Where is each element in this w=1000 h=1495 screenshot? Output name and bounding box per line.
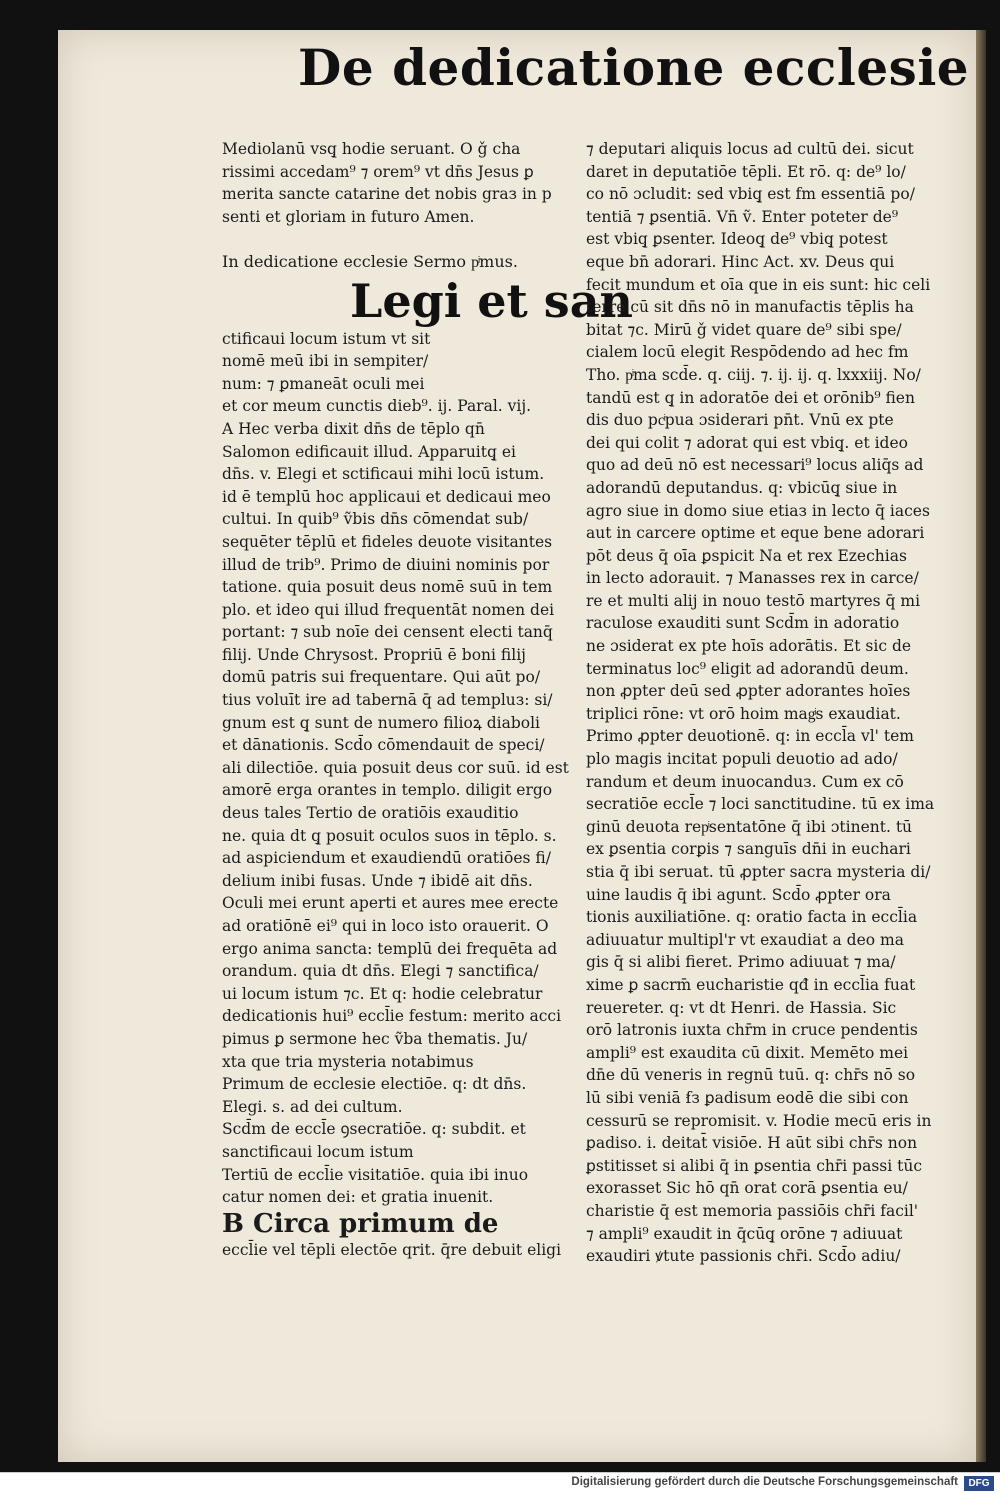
text-line: A Hec verba dixit dn̄s de tēplo qn̄ bbox=[222, 419, 485, 438]
text-line: randum et deum inuocanduз. Cum ex cō bbox=[586, 772, 904, 791]
text-line: co nō ɔcludit: sed vbiq̧ est fm essentiā po/ bbox=[586, 185, 915, 204]
text-line: ne ɔsiderat ex pte hoīs adorātis. Et sic de bbox=[586, 637, 912, 656]
text-line: tius voluīt ire ad tabernā q̄ ad templuз: si/ bbox=[222, 691, 553, 710]
text-line: eccl̄ie vel tēpli electōe qrit. q̄re debuit eligi bbox=[222, 1240, 562, 1259]
text-line: raculose exauditi sunt Scd̄m in adoratio bbox=[586, 614, 900, 633]
text-line: catur nomen dei: et gratia inuenit. bbox=[222, 1188, 494, 1207]
right-column bbox=[586, 138, 952, 1268]
text-line: fecit mundum et oīa que in eis sunt: hic celi bbox=[586, 275, 931, 294]
text-line: re et multi alij in nouo testō martyres q̄ mi bbox=[586, 591, 921, 610]
text-line: uine laudis q̄ ibi agunt. Scd̄o ꝓpter ora bbox=[586, 885, 891, 904]
text-line: senti et gloriam in futuro Amen. bbox=[222, 207, 475, 226]
text-line: in lecto adorauit. ⁊ Manasses rex in carce/ bbox=[586, 569, 919, 588]
footer-credit: Digitalisierung gefördert durch die Deutsche Forschungsgemeinschaft bbox=[571, 1476, 958, 1488]
text-line: delium inibi fusas. Unde ⁊ ibidē ait dn̄s. bbox=[222, 871, 533, 890]
text-line: sanctificaui locum istum bbox=[222, 1142, 414, 1161]
text-line: triplici rōne: vt orō hoim magͥs exaudiat. bbox=[586, 704, 901, 723]
text-line: filij. Unde Chrysost. Propriū ē boni filij bbox=[222, 645, 526, 664]
text-line: ex ꝑsentia corꝑis ⁊ sanguīs dn̄i in euchari bbox=[586, 840, 911, 859]
text-line: sequēter tēplū et fideles deuote visitantes bbox=[222, 532, 553, 551]
text-line: ali dilectiōe. quia posuit deus cor suū. id est bbox=[222, 758, 569, 777]
text-line: ampli⁹ est exaudita cū dixit. Memēto mei bbox=[586, 1043, 909, 1062]
text-line: ad aspiciendum et exaudiendū oratiōes fi/ bbox=[222, 849, 551, 868]
text-line: Elegi. s. ad dei cultum. bbox=[222, 1097, 403, 1116]
footer-bar bbox=[0, 1472, 1000, 1495]
text-line: cultui. In quib⁹ ṽbis dn̄s cōmendat sub/ bbox=[222, 510, 529, 529]
text-line: amorē erga orantes in templo. diligit ergo bbox=[222, 781, 553, 800]
text-line: ergo anima sancta: templū dei frequēta ad bbox=[222, 939, 558, 958]
text-line: dis duo pcͥpua ɔsiderari pn̄t. Vnū ex pte bbox=[586, 411, 894, 430]
text-line: ginū deuota repͥsentatōne q̄ ibi ɔtinent. tū bbox=[586, 817, 913, 836]
text-line: domū patris sui frequentare. Qui aūt po/ bbox=[222, 668, 541, 687]
text-line: charistie q̄ est memoria passiōis chr̄i facil' bbox=[586, 1201, 919, 1220]
text-line: secratiōe eccl̄e ⁊ loci sanctitudine. tū ex ima bbox=[586, 795, 935, 814]
text-line: eque bn̄ adorari. Hinc Act. xv. Deus qui bbox=[586, 252, 895, 271]
text-line: daret in deputatiōe tēpli. Et rō. q: de⁹ lo/ bbox=[586, 162, 906, 181]
text-line: terre cū sit dn̄s nō in manufactis tēplis ha bbox=[586, 298, 914, 317]
text-line: bitat ⁊c. Mirū ǧ videt quare de⁹ sibi spe/ bbox=[586, 320, 902, 339]
text-line: orō latronis iuxta chr̄m in cruce pendentis bbox=[586, 1021, 918, 1040]
text-line: gnum est q̧ sunt de numero filioꝝ diaboli bbox=[222, 713, 541, 732]
text-line bbox=[222, 228, 582, 251]
text-line: exorasset Sic hō qn̄ orat corā ꝑsentia eu/ bbox=[586, 1179, 908, 1198]
text-line: ꝑadiso. i. deitat̄ visiōe. H aūt sibi chr̄s non bbox=[586, 1134, 918, 1153]
text-line: terminatus loc⁹ eligit ad adorandū deum. bbox=[586, 659, 909, 678]
text-line: plo magis incitat populi deuotio ad ado/ bbox=[586, 750, 898, 769]
text-line: cialem locū elegit Respōdendo ad hec fm bbox=[586, 343, 909, 362]
text-line: Scd̄m de eccl̄e ꝯsecratiōe. q: subdit. et bbox=[222, 1120, 526, 1139]
text-line: Primum de ecclesie electiōe. q: dt dn̄s. bbox=[222, 1075, 527, 1094]
text-line: tatione. quia posuit deus nomē suū in tem bbox=[222, 578, 553, 597]
text-line: et dānationis. Scd̄o cōmendauit de speci/ bbox=[222, 736, 545, 755]
text-line: adiuuatur multipl'r vt exaudiat a deo ma bbox=[586, 930, 904, 949]
text-line: id ē templū hoc applicaui et dedicaui meo bbox=[222, 487, 551, 506]
text-line: tionis auxiliatiōne. q: oratio facta in eccl̄ia bbox=[586, 908, 918, 927]
text-line: reuereter. q: vt dt Henri. de Hassia. Sic bbox=[586, 998, 897, 1017]
text-line: B Circa primum de bbox=[222, 1208, 499, 1239]
text-line: Mediolanū vsq̧ hodie seruant. O ǧ cha bbox=[222, 140, 521, 158]
text-line: illud de trib⁹. Primo de diuini nominis por bbox=[222, 555, 550, 574]
text-line: xta que tria mysteria notabimus bbox=[222, 1052, 474, 1071]
text-line: ad oratiōnē ei⁹ qui in loco isto orauerit. O bbox=[222, 917, 549, 935]
text-line: Oculi mei erunt aperti et aures mee erecte bbox=[222, 894, 559, 913]
text-line: deus tales Tertio de oratiōis exauditio bbox=[222, 804, 519, 823]
text-line: lū sibi veniā ẜз ꝑadisum eodē die sibi con bbox=[586, 1088, 909, 1107]
text-line: quo ad deū nō est necessari⁹ locus aliq̄s ad bbox=[586, 456, 924, 475]
text-line: stia q̄ ibi seruat. tū ꝓpter sacra mysteria di/ bbox=[586, 863, 931, 881]
text-line: plo. et ideo qui illud frequentāt nomen dei bbox=[222, 600, 555, 619]
text-line: rissimi accedam⁹ ⁊ orem⁹ vt dn̄s Jesus ꝑ bbox=[222, 162, 534, 181]
text-line: ui locum istum ⁊c. Et q: hodie celebratur bbox=[222, 984, 543, 1003]
text-line: portant: ⁊ sub noīe dei censent electi tanq̄ bbox=[222, 623, 553, 642]
text-line: ꝑstitisset si alibi q̄ in ꝑsentia chr̄i passi tūc bbox=[586, 1156, 923, 1175]
text-line: gis q̄ si alibi fieret. Primo adiuuat ⁊ ma/ bbox=[586, 953, 896, 972]
text-line: et cor meum cunctis dieb⁹. ij. Paral. vij. bbox=[222, 397, 532, 416]
text-line: Legi et san bbox=[350, 273, 633, 328]
text-line: ⁊ deputari aliquis locus ad cultū dei. sicut bbox=[586, 140, 914, 158]
text-line: Primo ꝓpter deuotionē. q: in eccl̄a vl' tem bbox=[586, 727, 914, 746]
text-line: exaudiri ꝟtute passionis chr̄i. Scd̄o adiu/ bbox=[586, 1247, 901, 1266]
text-line: tandū est q̧ in adoratōe dei et orōnib⁹ fien bbox=[586, 388, 915, 407]
text-line: pimus ꝑ sermone hec ṽba thematis. Ju/ bbox=[222, 1029, 528, 1048]
text-line: num: ⁊ ꝑmaneāt oculi mei bbox=[222, 374, 425, 393]
text-line: est vbiq̧ ꝑsenter. Ideoq̧ de⁹ vbiq̧ potest bbox=[586, 230, 888, 249]
left-column bbox=[222, 138, 633, 1261]
text-line: Tho. pͥma scd̄e. q. ciij. ⁊. ij. ij. q. lxxxiij. No/ bbox=[586, 365, 921, 384]
text-line: aut in carcere optime et eque bene adorari bbox=[586, 524, 925, 543]
text-line: dn̄s. v. Elegi et sctificaui mihi locū istum. bbox=[222, 465, 545, 484]
text-line: dedicationis hui⁹ eccl̄ie festum: merito acci bbox=[222, 1007, 562, 1026]
text-line: orandum. quia dt dn̄s. Elegi ⁊ sanctifica/ bbox=[222, 962, 539, 981]
text-line: nomē meū ibi in sempiter/ bbox=[222, 352, 429, 371]
text-line: dn̄e dū veneris in regnū tuū. q: chr̄s nō so bbox=[586, 1066, 916, 1085]
text-line: In dedicatione ecclesie Sermo pͥmus. bbox=[222, 251, 518, 271]
text-line: tentiā ⁊ ꝑsentiā. Vn̄ ṽ. Enter poteter de⁹ bbox=[586, 207, 899, 226]
text-line: Tertiū de eccl̄ie visitatiōe. quia ibi inuo bbox=[222, 1165, 529, 1184]
text-line: merita sancte catarine det nobis graз in p bbox=[222, 185, 552, 204]
page-edge bbox=[976, 30, 986, 1462]
text-line: adorandū deputandus. q: vbicūq̧ siue in bbox=[586, 478, 898, 497]
text-line: cessurū se repromisit. v. Hodie mecū eris in bbox=[586, 1111, 932, 1130]
running-heading: De dedicatione ecclesie bbox=[298, 38, 970, 97]
text-line: xime ꝑ sacrm̄ eucharistie qđ in eccl̄ia fuat bbox=[586, 975, 916, 994]
text-line: non ꝓpter deū sed ꝓpter adorantes hoīes bbox=[586, 682, 911, 701]
dfg-logo: DFG bbox=[964, 1476, 994, 1491]
text-line: ne. quia dt q̧ posuit oculos suos in tēplo. s. bbox=[222, 826, 557, 845]
text-line: ctificaui locum istum vt sit bbox=[222, 329, 431, 348]
text-line: pōt deus q̄ oīa ꝑspicit Na et rex Ezechias bbox=[586, 546, 907, 565]
text-line: Salomon edificauit illud. Apparuitq̧ ei bbox=[222, 442, 516, 461]
text-line: ⁊ ampli⁹ exaudit in q̄cūq̧ orōne ⁊ adiuuat bbox=[586, 1224, 903, 1243]
text-line: agro siue in domo siue etiaз in lecto q̄ iaces bbox=[586, 501, 930, 520]
text-line: dei qui colit ⁊ adorat qui est vbiq̧. et ideo bbox=[586, 433, 908, 452]
